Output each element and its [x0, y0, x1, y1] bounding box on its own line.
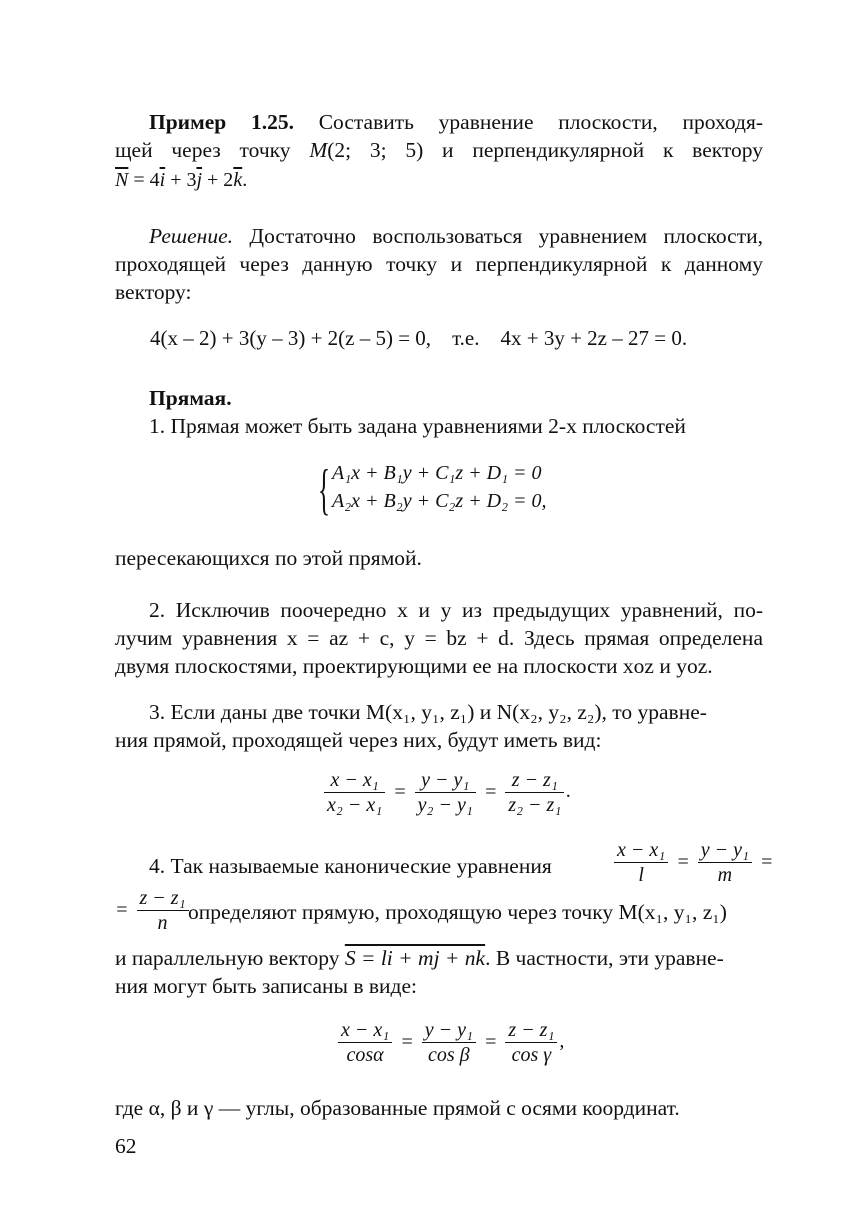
two-point-equation: $\frac{\text{x − x₁}}{\text{x₂ − x₁}}$ = $\frac{\text{y − y₁}}{\text{y₂ − y₁}}$ = $\frac{\text{z − z₁}}{\text{z₂ − z₁}}$ . [322, 768, 571, 817]
direction-cosine-equation: $\frac{\text{x − x₁}}{\cos\alpha}$ = $\frac{\text{y − y₁}}{\text{cos β}}$ = $\frac{\text{z − z₁}}{\text{cos γ}}$ , [336, 1018, 564, 1067]
item-2-line-3: двумя плоскостями, проектирующими ее на плоскости xoz и yoz. [115, 654, 713, 678]
item-3-line-1: 3. Если даны две точки M(x₁, y₁, z₁) и N(x₂, y₂, z₂), то уравне- [149, 700, 707, 724]
fraction-y: $\frac{\text{y − y₁}}{\text{y₂ − y₁}}$ [415, 768, 476, 817]
item-4-line-2: определяют прямую, проходящую через точку M(x₁, y₁, z₁) [188, 900, 727, 924]
item-3-line-2: ния прямой, проходящей через них, будут иметь вид: [115, 728, 602, 752]
example-vector: $\overline{N} = 4\overline{i} + 3\overline{j} + 2\overline{k}$. [115, 169, 248, 191]
solution-line-2: проходящей через данную точку и перпендикулярной к данному [115, 252, 763, 276]
page-number: 62 [115, 1134, 137, 1158]
item-4-line-3: и параллельную вектору S = li + mj + nk. В частности, эти уравне- [115, 946, 724, 970]
final-line: где α, β и γ — углы, образованные прямой с осями координат. [115, 1096, 680, 1120]
item-4-line-1: 4. Так называемые канонические уравнения [149, 854, 552, 878]
solution-line-3: вектору: [115, 280, 192, 304]
solution-label: Решение. [149, 224, 234, 248]
brace-symbol: { [318, 459, 331, 521]
s-vector: S = li + mj + nk [344, 946, 486, 970]
solution-equation: 4(x – 2) + 3(y – 3) + 2(z – 5) = 0, т.е. 4x + 3y + 2z – 27 = 0. [150, 326, 688, 350]
canonical-equation: $\frac{\text{x − x₁}}{l}$ = $\frac{\text{y − y₁}}{m}$ = [612, 838, 779, 887]
example-line-2: щей через точку M(2; 3; 5) и перпендикулярной к вектору [115, 138, 763, 162]
example-heading: Пример 1.25. [149, 110, 294, 134]
canonical-equation-z: = $\frac{\text{z − z₁}}{n}$ [115, 886, 191, 935]
fraction-z: $\frac{\text{z − z₁}}{\text{z₂ − z₁}}$ [505, 768, 564, 817]
item-4-line-4: ния могут быть записаны в виде: [115, 974, 418, 998]
solution-line-1: Решение. Достаточно воспользоваться уравнением плоскости, [149, 224, 763, 248]
line-section-heading: Прямая. [149, 386, 232, 410]
item-1: 1. Прямая может быть задана уравнениями 2-х плоскостей [149, 414, 686, 438]
plane-system: { A₁x + B₁y + C₁z + D₁ = 0 A₂x + B₂y + C₂z + D₂ = 0, [318, 459, 547, 521]
example-line-1: Пример 1.25. Составить уравнение плоскости, проходя- [149, 110, 764, 134]
item-1-tail: пересекающихся по этой прямой. [115, 546, 422, 570]
fraction-x: $\frac{\text{x − x₁}}{\text{x₂ − x₁}}$ [324, 768, 385, 817]
item-2-line-2: лучим уравнения x = az + c, y = bz + d. Здесь прямая определена [115, 626, 763, 650]
item-2-line-1: 2. Исключив поочередно x и y из предыдущих уравнений, по- [149, 598, 763, 622]
